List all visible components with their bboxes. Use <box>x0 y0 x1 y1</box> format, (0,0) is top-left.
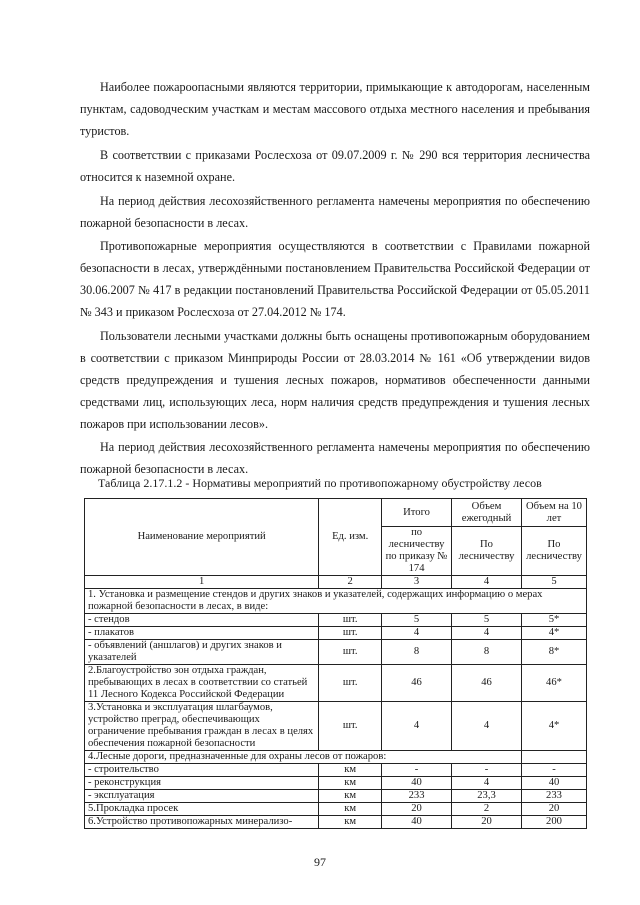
row-ten: 46* <box>521 665 586 702</box>
table-row <box>85 665 587 702</box>
paragraph-6: На период действия лесохозяйственного регламента намечены мероприятия по обеспечению пожарной безопасности в лесах. <box>80 440 590 476</box>
col-number: 2 <box>319 576 382 589</box>
row-total: 20 <box>382 803 452 816</box>
row-unit: км <box>319 803 382 816</box>
row-annual: 8 <box>452 640 522 665</box>
row-ten: 4* <box>521 702 586 751</box>
header-by-forestry-10: По лесничеству <box>521 527 586 576</box>
row-unit: шт. <box>319 614 382 627</box>
header-total: Итого <box>382 499 452 527</box>
row-ten: 20 <box>521 803 586 816</box>
paragraph-1: Наиболее пожароопасными являются территории, примыкающие к автодорогам, населенным пунктам, садоводческим участкам и местам массового отдыха местного населения и пребывания туристов. <box>80 80 590 138</box>
row-total: 5 <box>382 614 452 627</box>
row-total: 4 <box>382 627 452 640</box>
table-row <box>85 640 587 665</box>
row-name: 6.Устройство противопожарных минерализо- <box>85 816 319 829</box>
header-ten-years: Объем на 10 лет <box>521 499 586 527</box>
header-annual: Объем ежегодный <box>452 499 522 527</box>
table-section-row <box>85 589 587 614</box>
row-annual: 46 <box>452 665 522 702</box>
col-number: 1 <box>85 576 319 589</box>
table-row <box>85 614 587 627</box>
table-row <box>85 816 587 829</box>
table-caption: Таблица 2.17.1.2 - Нормативы мероприятий по противопожарному обустройству лесов <box>98 476 542 490</box>
paragraph-2: В соответствии с приказами Рослесхоза от 09.07.2009 г. № 290 вся территория лесничества относится к наземной охране. <box>80 148 590 184</box>
row-annual: 4 <box>452 627 522 640</box>
row-name: 3.Установка и эксплуатация шлагбаумов, устройство преград, обеспечивающих ограничение пребывания граждан в лесах в целях обеспечения пожарной безопасности <box>85 702 319 751</box>
row-total: 8 <box>382 640 452 665</box>
table-row <box>85 803 587 816</box>
row-unit: шт. <box>319 640 382 665</box>
row-name: - стендов <box>85 614 319 627</box>
row-total: 40 <box>382 816 452 829</box>
row-total: - <box>382 764 452 777</box>
row-unit: шт. <box>319 665 382 702</box>
col-number: 4 <box>452 576 522 589</box>
row-name: - плакатов <box>85 627 319 640</box>
row-ten: 40 <box>521 777 586 790</box>
row-ten: 8* <box>521 640 586 665</box>
table-row <box>85 790 587 803</box>
row-name: - строительство <box>85 764 319 777</box>
paragraph-4: Противопожарные мероприятия осуществляются в соответствии с Правилами пожарной безопасности в лесах, утверждёнными постановлением Правительства Российской Федерации от 30.06.2007 № 417 в редакции постановлений Правительства Российской Федерации от 05.05.2011 № 343 и приказом Рослесхоза от 27.04.2012 № 174. <box>80 239 590 319</box>
row-total: 46 <box>382 665 452 702</box>
row-unit: шт. <box>319 702 382 751</box>
row-annual: 23,3 <box>452 790 522 803</box>
row-annual: 5 <box>452 614 522 627</box>
row-total: 4 <box>382 702 452 751</box>
row-name: - объявлений (аншлагов) и других знаков и указателей <box>85 640 319 665</box>
header-by-forestry-174: по лесничеству по приказу № 174 <box>382 527 452 576</box>
row-name: - эксплуатация <box>85 790 319 803</box>
row-annual: 4 <box>452 777 522 790</box>
paragraph-5: Пользователи лесными участками должны быть оснащены противопожарным оборудованием в соответствии с приказом Минприроды России от 28.03.2014 № 161 «Об утверждении видов средств предупреждения и тушения лесных пожаров, нормативов обеспеченности данными средствами лиц, использующих леса, норм наличия средств предупреждения и тушения лесных пожаров при использовании лесов». <box>80 329 590 431</box>
row-name: 5.Прокладка просек <box>85 803 319 816</box>
section-title: 1. Установка и размещение стендов и других знаков и указателей, содержащих информацию о мерах пожарной безопасности в лесах, в виде: <box>85 589 587 614</box>
page-number: 97 <box>314 855 326 869</box>
header-by-forestry-annual: По лесничеству <box>452 527 522 576</box>
table-row <box>85 627 587 640</box>
row-unit: км <box>319 777 382 790</box>
table-row <box>85 777 587 790</box>
row-ten: 5* <box>521 614 586 627</box>
table-section-row <box>85 751 587 764</box>
fire-measures-table <box>84 498 587 829</box>
header-unit: Ед. изм. <box>319 499 382 576</box>
row-unit: км <box>319 816 382 829</box>
empty-cell <box>521 751 586 764</box>
row-unit: км <box>319 764 382 777</box>
row-name: 2.Благоустройство зон отдыха граждан, пребывающих в лесах в соответствии со статьей 11 Лесного Кодекса Российской Федерации <box>85 665 319 702</box>
row-annual: 20 <box>452 816 522 829</box>
paragraph-3: На период действия лесохозяйственного регламента намечены мероприятия по обеспечению пожарной безопасности в лесах. <box>80 194 590 230</box>
col-number: 3 <box>382 576 452 589</box>
row-ten: 200 <box>521 816 586 829</box>
table-row <box>85 764 587 777</box>
row-unit: шт. <box>319 627 382 640</box>
section-title: 4.Лесные дороги, предназначенные для охраны лесов от пожаров: <box>85 751 522 764</box>
col-number: 5 <box>521 576 586 589</box>
table-row <box>85 702 587 751</box>
row-annual: 4 <box>452 702 522 751</box>
row-name: - реконструкция <box>85 777 319 790</box>
row-unit: км <box>319 790 382 803</box>
row-annual: - <box>452 764 522 777</box>
row-ten: 233 <box>521 790 586 803</box>
row-total: 233 <box>382 790 452 803</box>
header-name: Наименование мероприятий <box>85 499 319 576</box>
row-ten: 4* <box>521 627 586 640</box>
row-annual: 2 <box>452 803 522 816</box>
row-ten: - <box>521 764 586 777</box>
row-total: 40 <box>382 777 452 790</box>
